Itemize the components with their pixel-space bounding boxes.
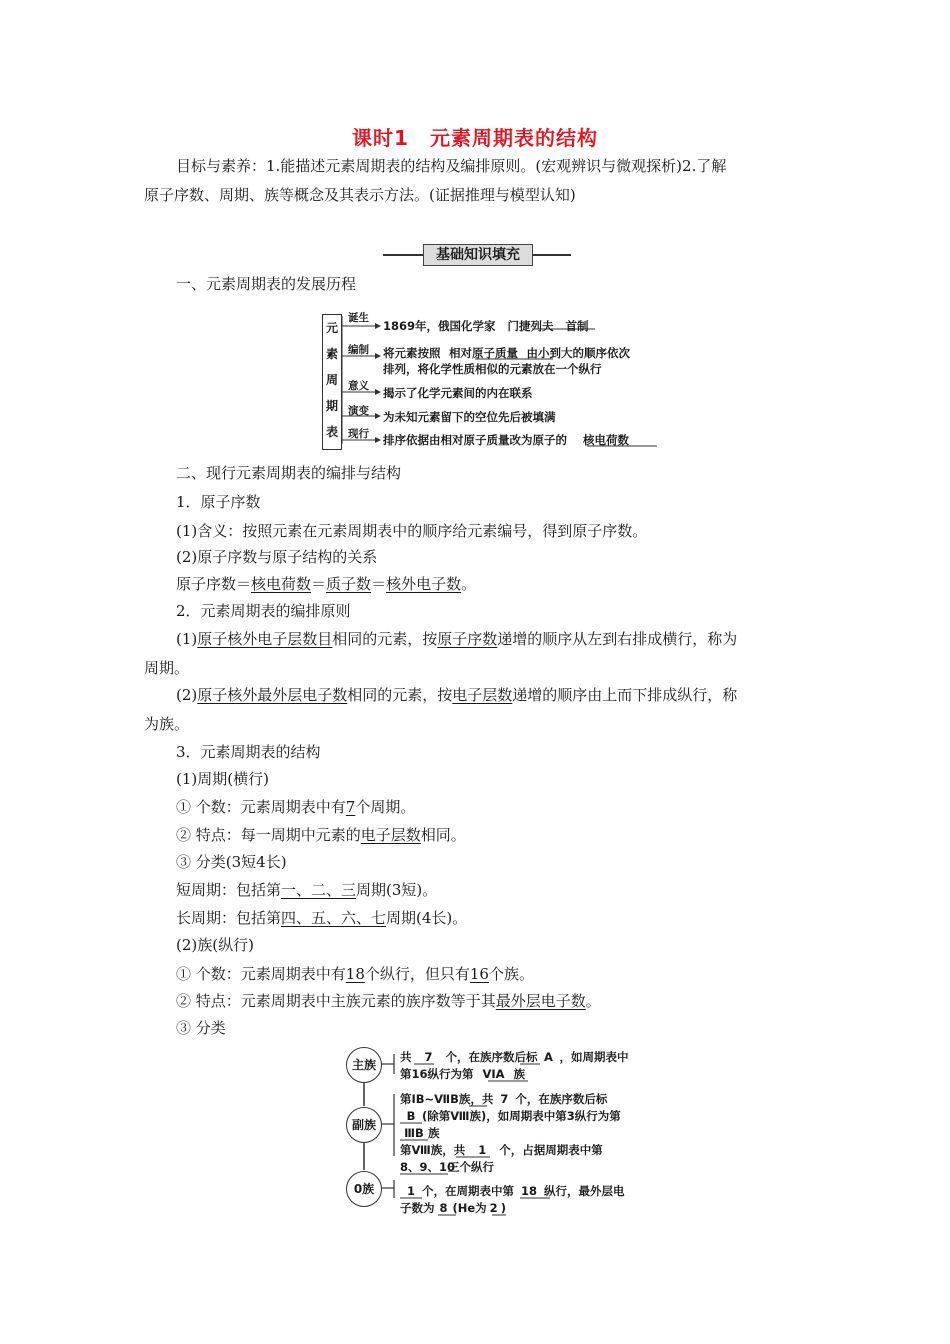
- s1-line-2: (2)原子序数与原子结构的关系: [176, 548, 378, 566]
- section-banner: [383, 244, 571, 266]
- vertical-char: 素: [325, 347, 338, 361]
- objective-line-2: 原子序数、周期、族等概念及其表示方法。(证据推理与模型认知): [144, 186, 576, 204]
- s3-period-count: ① 个数：元素周期表中有7个周期。: [176, 798, 416, 816]
- row-text: 排序依据由相对原子质量改为原子的 核电荷数: [383, 433, 630, 447]
- row-label: 演变: [348, 405, 369, 417]
- row-text: 排列，将化学性质相似的元素放在一个纵行: [383, 362, 602, 376]
- vertical-char: 元: [325, 321, 338, 335]
- s2-para-2: (2)原子核外最外层电子数相同的元素，按电子层数递增的顺序由上而下排成纵行，称: [176, 686, 738, 704]
- s3-group-class: ③ 分类: [176, 1019, 226, 1037]
- row-text: 揭示了化学元素间的内在联系: [383, 386, 533, 400]
- s3-group-count: ① 个数：元素周期表中有18个纵行，但只有16个族。: [176, 965, 534, 983]
- s3-group-heading: (2)族(纵行): [176, 936, 254, 954]
- s2-para-1-cont: 周期。: [144, 659, 190, 677]
- s2-para-2-cont: 为族。: [144, 715, 190, 733]
- s3-period-heading: (1)周期(横行): [176, 770, 269, 788]
- zero-group-node: 0族: [346, 1171, 382, 1207]
- row-label: 意义: [348, 380, 369, 392]
- zero-group-line-2: 子数为 8 (He为 2 ): [400, 1201, 506, 1215]
- objective-line-1: 目标与素养：1.能描述元素周期表的结构及编排原则。(宏观辨识与微观探析)2.了解: [176, 157, 727, 175]
- row-label: 诞生: [348, 312, 369, 324]
- main-group-line-1: 共 7 个，在族序数后标 A ，如周期表中: [400, 1050, 629, 1064]
- main-group-line-2: 第16纵行为第 VIA 族: [400, 1067, 526, 1081]
- s1-line-1: (1)含义：按照元素在元素周期表中的顺序给元素编号，得到原子序数。: [176, 522, 648, 540]
- sub-group-line-3: ⅢB 族: [404, 1126, 440, 1140]
- s3-period-class: ③ 分类(3短4长): [176, 853, 287, 871]
- banner-rule-left: [383, 254, 423, 256]
- sub-group-line-1: 第ⅠB~ⅦB族，共 7 个，在族序数后标: [400, 1092, 608, 1106]
- banner-rule-right: [532, 254, 571, 256]
- s3-long-period: 长周期：包括第四、五、六、七周期(4长)。: [176, 909, 468, 927]
- s3-heading: 3．元素周期表的结构: [176, 743, 321, 761]
- s1-relation: 原子序数＝核电荷数＝质子数＝核外电子数。: [176, 575, 477, 593]
- row-text: 为未知元素留下的空位先后被填满: [383, 410, 556, 424]
- group-classification-diagram: [342, 1046, 662, 1216]
- vertical-label-box: [322, 314, 342, 450]
- row-text: 将元素按照 相对原子质量 由小到大的顺序依次: [383, 346, 631, 360]
- part1-heading: 一、元素周期表的发展历程: [176, 275, 357, 293]
- sub-group-line-5: 8、9、10三个纵行: [400, 1160, 494, 1174]
- vertical-char: 表: [325, 425, 338, 439]
- page-title: 课时1 元素周期表的结构: [352, 126, 598, 150]
- sub-group-line-4: 第Ⅷ族，共 1 个，占据周期表中第: [400, 1143, 603, 1157]
- s2-heading: 2．元素周期表的编排原则: [176, 602, 351, 620]
- part2-heading: 二、现行元素周期表的编排与结构: [176, 464, 402, 482]
- sub-group-node: 副族: [346, 1107, 382, 1143]
- s3-period-feature: ② 特点：每一周期中元素的电子层数相同。: [176, 826, 466, 844]
- main-group-node: 主族: [346, 1047, 382, 1083]
- s1-heading: 1．原子序数: [176, 493, 261, 511]
- section-banner-label: 基础知识填充: [423, 244, 533, 266]
- row-text: 1869年，俄国化学家 门捷列夫 首制: [383, 319, 589, 333]
- s3-short-period: 短周期：包括第一、二、三周期(3短)。: [176, 881, 438, 899]
- vertical-char: 周: [325, 373, 338, 387]
- row-label: 编制: [348, 344, 369, 356]
- history-diagram: [317, 310, 662, 448]
- sub-group-line-2: B (除第Ⅷ族)，如周期表中第3纵行为第: [406, 1109, 621, 1123]
- s2-para-1: (1)原子核外电子层数目相同的元素，按原子序数递增的顺序从左到右排成横行，称为: [176, 630, 738, 648]
- zero-group-line-1: 1 个，在周期表中第 18 纵行，最外层电: [406, 1184, 625, 1198]
- row-label: 现行: [348, 428, 369, 440]
- s3-group-feature: ② 特点：元素周期表中主族元素的族序数等于其最外层电子数。: [176, 992, 601, 1010]
- vertical-char: 期: [325, 399, 338, 413]
